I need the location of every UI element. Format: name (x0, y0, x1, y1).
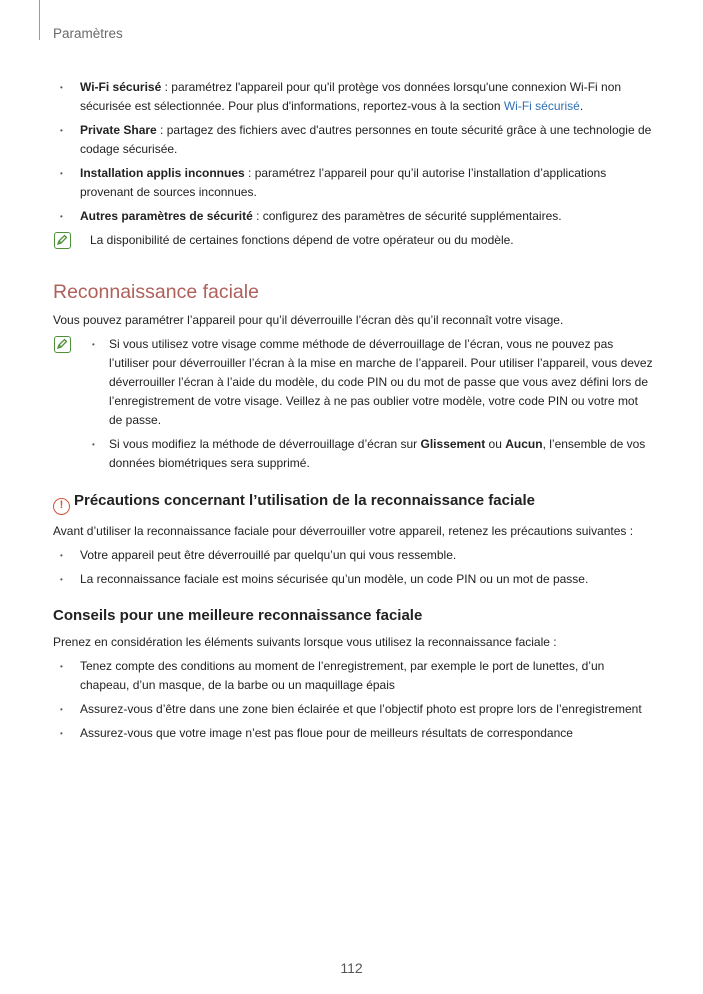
wifi-secure-link[interactable]: Wi-Fi sécurisé (503, 99, 580, 113)
option-term: Private Share (80, 123, 157, 137)
list-item: • Autres paramètres de sécurité : configurez des paramètres de sécurité supplémentaires. (53, 207, 653, 226)
list-item: • Si vous modifiez la méthode de déverrouillage d’écran sur Glissement ou Aucun, l’ensemble de vos données biométriques sera supprimé. (90, 435, 653, 473)
caution-icon: ! (53, 498, 70, 515)
list-item: • Private Share : partagez des fichiers avec d'autres personnes en toute sécurité grâce à une technologie de codage sécurisée. (53, 121, 653, 159)
option-term: Autres paramètres de sécurité (80, 209, 253, 223)
list-item: • Assurez-vous d’être dans une zone bien éclairée et que l’objectif photo est propre lors de l’enregistrement (53, 700, 653, 719)
page-header: Paramètres (53, 26, 123, 41)
note-list (90, 335, 653, 473)
section-intro: Vous pouvez paramétrer l’appareil pour qu’il déverrouille l’écran dès qu’il reconnaît votre visage. (53, 313, 564, 327)
precautions-list (53, 546, 653, 589)
note-facial (53, 335, 653, 473)
page-number: 112 (340, 960, 363, 976)
option-term: Installation applis inconnues (80, 166, 245, 180)
option-term: Wi-Fi sécurisé (80, 80, 162, 94)
list-item: • Tenez compte des conditions au moment de l’enregistrement, par exemple le port de lunettes, d’un chapeau, d’un masque, de la barbe ou un maquillage épais (53, 657, 653, 695)
note-icon (54, 232, 71, 249)
subsection-title: ! Précautions concernant l’utilisation de la reconnaissance faciale (53, 491, 653, 515)
list-item: • Votre appareil peut être déverrouillé par quelqu’un qui vous ressemble. (53, 546, 653, 565)
margin-line (39, 0, 40, 40)
list-item: • Si vous utilisez votre visage comme méthode de déverrouillage de l’écran, vous ne pouvez pas l’utiliser pour déverrouiller l’écran à la mise en marche de l’appareil. Pour utiliser l’appareil, vous devez déverrouiller l’écran à l’aide du modèle, du code PIN ou du mot de passe que vous avez défini lors de l’enregistrement de votre visage. Veillez à ne pas oublier votre modèle, votre code PIN ou votre mot de passe. (90, 335, 653, 430)
page-content (53, 78, 653, 748)
list-item: • Wi-Fi sécurisé : paramétrez l'appareil pour qu'il protège vos données lorsqu'une connexion Wi-Fi non sécurisée est sélectionnée. Pour plus d'informations, reportez-vous à la section Wi-Fi sécurisé. (53, 78, 653, 116)
list-item: • Assurez-vous que votre image n’est pas floue pour de meilleurs résultats de correspondance (53, 724, 653, 743)
list-item: • La reconnaissance faciale est moins sécurisée qu’un modèle, un code PIN ou un mot de passe. (53, 570, 653, 589)
section-title: Reconnaissance faciale (53, 281, 259, 303)
list-item: • Installation applis inconnues : paramétrez l’appareil pour qu’il autorise l’installation d’applications provenant de sources inconnues. (53, 164, 653, 202)
subsection-title: Conseils pour une meilleure reconnaissance faciale (53, 607, 423, 624)
note-availability: La disponibilité de certaines fonctions dépend de votre opérateur ou du modèle. (53, 231, 653, 250)
subsection-intro: Prenez en considération les éléments suivants lorsque vous utilisez la reconnaissance faciale : (53, 635, 557, 649)
subsection-intro: Avant d’utiliser la reconnaissance faciale pour déverrouiller votre appareil, retenez les précautions suivantes : (53, 524, 634, 538)
tips-list (53, 657, 653, 743)
note-icon (54, 336, 71, 353)
security-options-list (53, 78, 653, 226)
